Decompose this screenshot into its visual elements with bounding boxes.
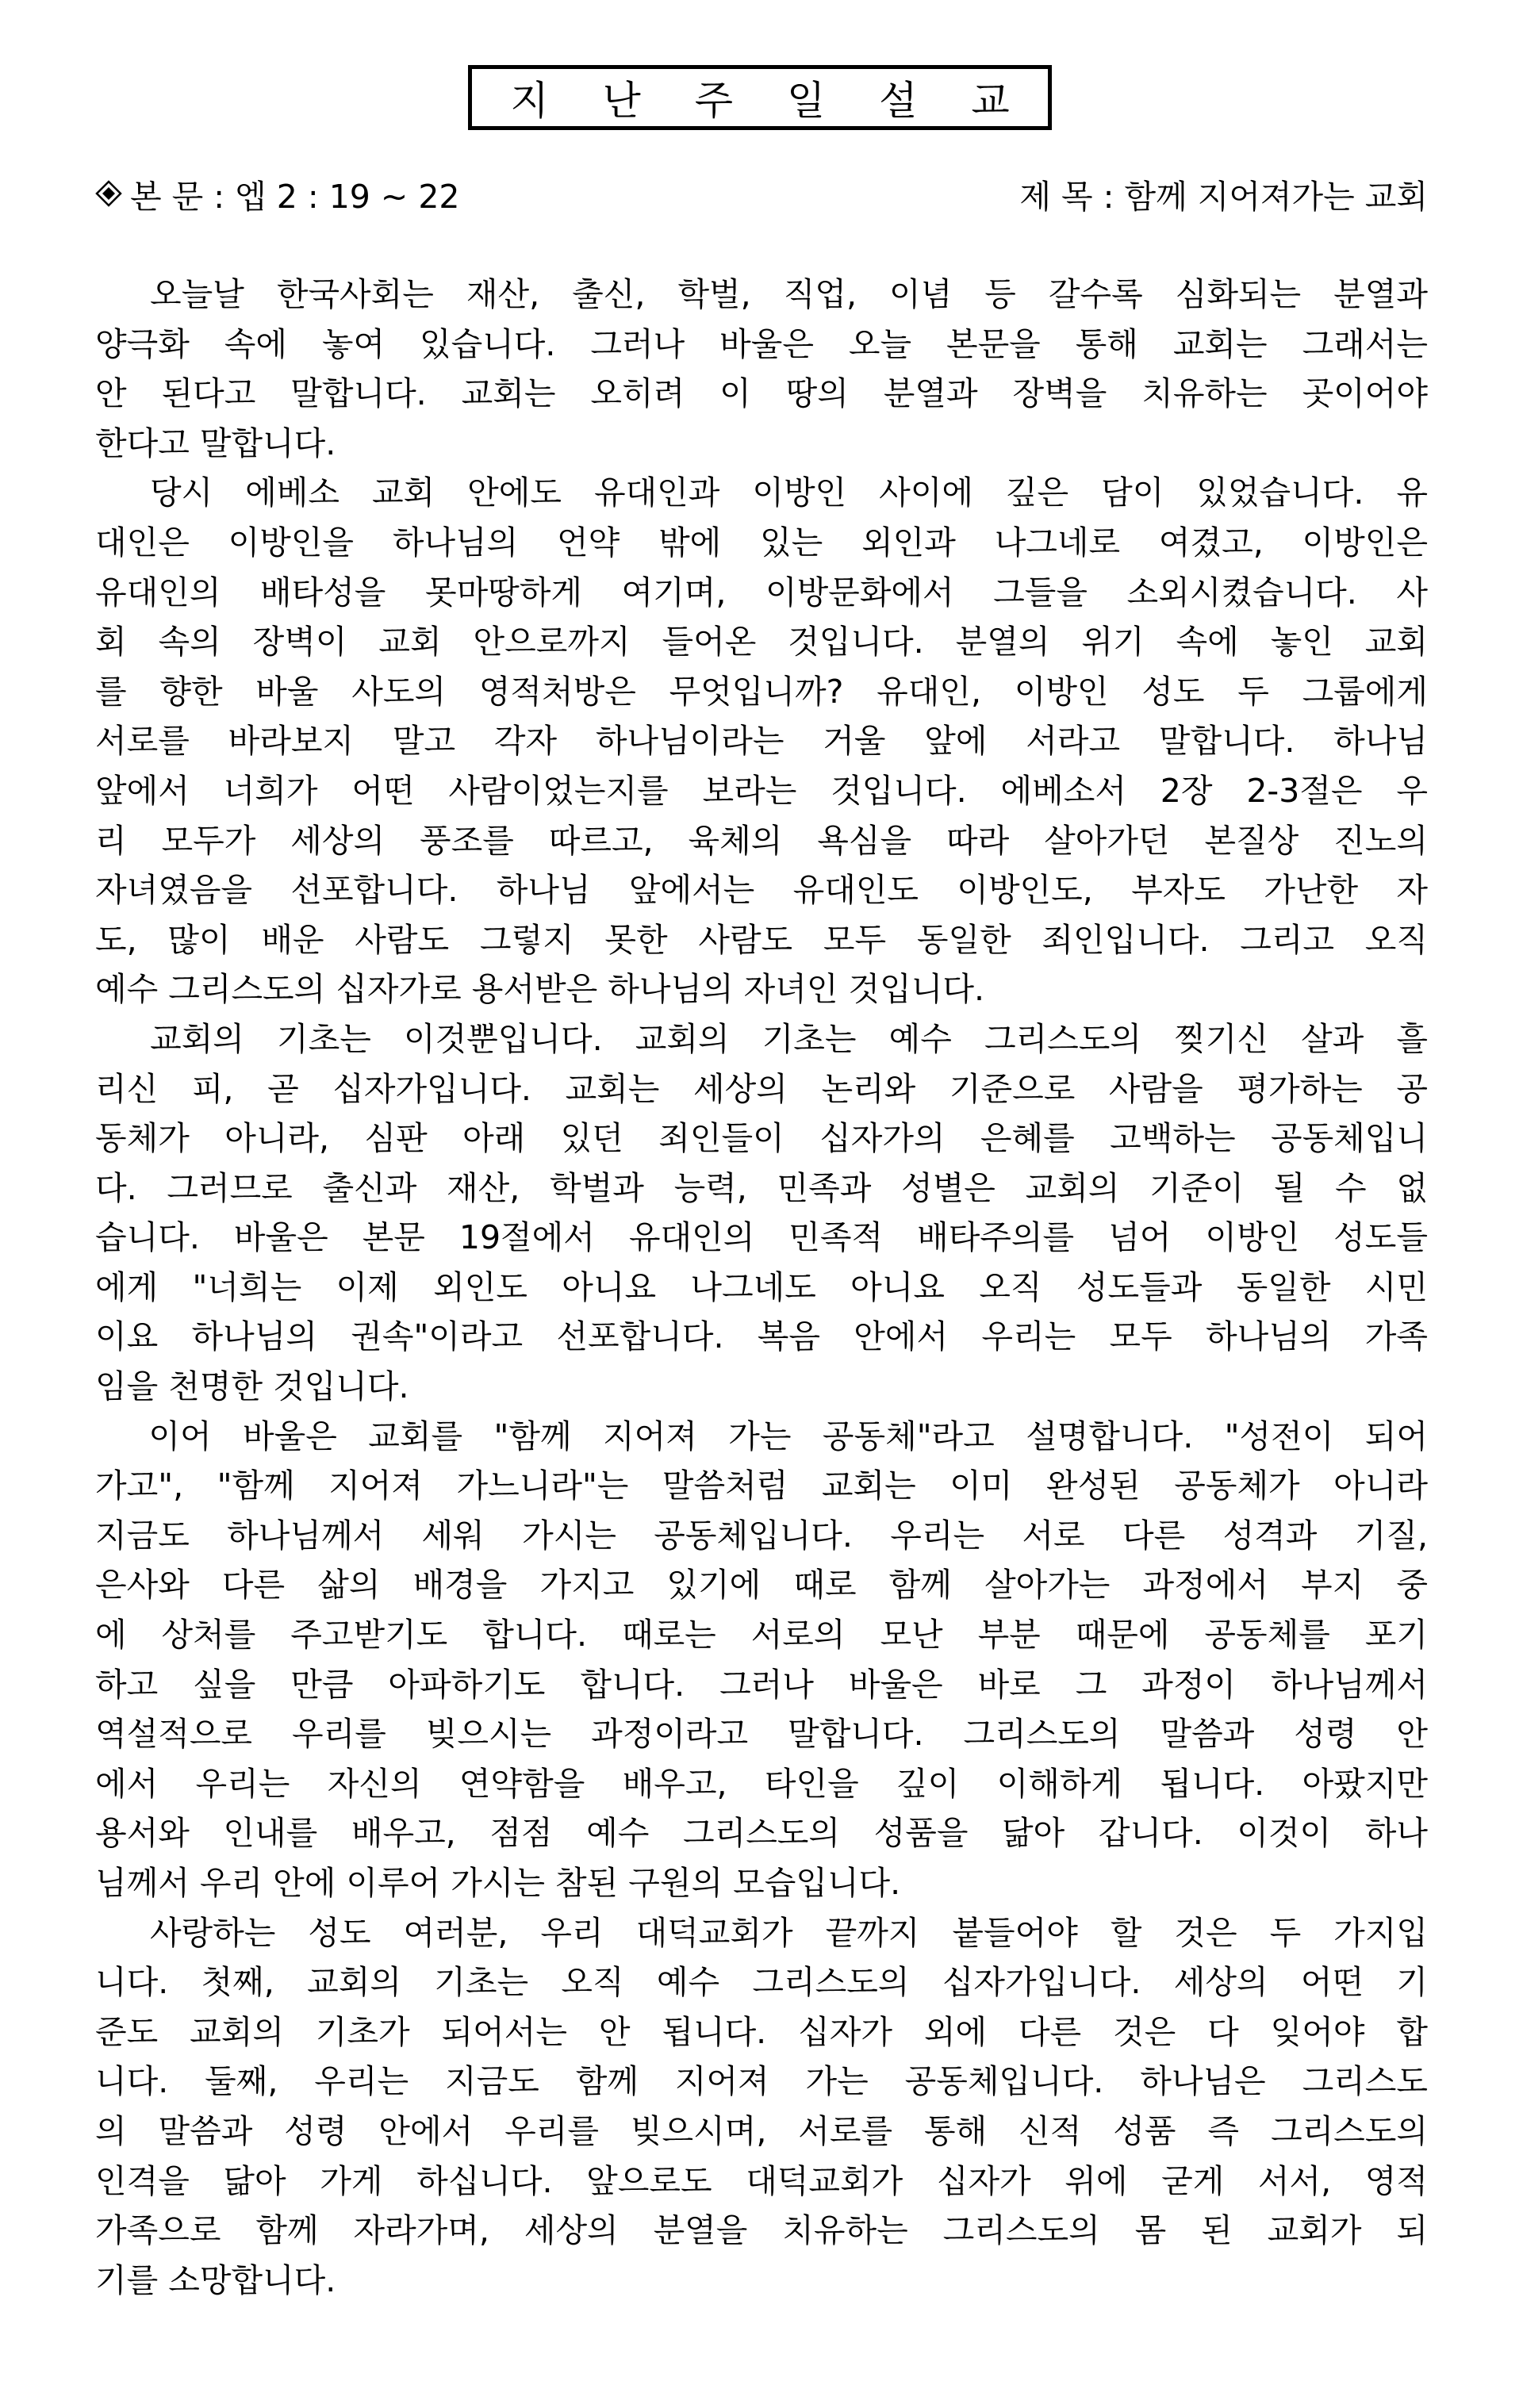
body-line: 가족으로 함께 자라가며, 세상의 분열을 치유하는 그리스도의 몸 된 교회가 되: [95, 2211, 1428, 2250]
body-line: 앞에서 너희가 어떤 사람이었는지를 보라는 것입니다. 에베소서 2장 2-3절은 우: [95, 771, 1428, 810]
body-line: 양극화 속에 놓여 있습니다. 그러나 바울은 오늘 본문을 통해 교회는 그래서는: [95, 324, 1428, 363]
body-line: 리신 피, 곧 십자가입니다. 교회는 세상의 논리와 기준으로 사람을 평가하는 공: [95, 1069, 1428, 1108]
body-line: 은사와 다른 삶의 배경을 가지고 있기에 때로 함께 살아가는 과정에서 부지 중: [95, 1566, 1428, 1605]
page-title: 지 난 주 일 설 교: [510, 78, 1030, 124]
body-line: 가고", "함께 지어져 가느니라"는 말씀처럼 교회는 이미 완성된 공동체가 아니라: [95, 1467, 1428, 1505]
body-line: 인격을 닮아 가게 하십니다. 앞으로도 대덕교회가 십자가 위에 굳게 서서, 영적: [95, 2161, 1428, 2200]
body-line: 리 모두가 세상의 풍조를 따르고, 육체의 욕심을 따라 살아가던 본질상 진노의: [95, 821, 1428, 860]
body-line: 를 향한 바울 사도의 영적처방은 무엇입니까? 유대인, 이방인 성도 두 그룹에게: [95, 672, 1428, 711]
body-line: 이어 바울은 교회를 "함께 지어져 가는 공동체"라고 설명합니다. "성전이 되어: [95, 1417, 1428, 1455]
body-line: 준도 교회의 기초가 되어서는 안 됩니다. 십자가 외에 다른 것은 다 잊어야 합: [95, 2012, 1428, 2051]
body-line: 다. 그러므로 출신과 재산, 학벌과 능력, 민족과 성별은 교회의 기준이 될 수 없: [95, 1168, 1428, 1207]
body-line: 서로를 바라보지 말고 각자 하나님이라는 거울 앞에 서라고 말합니다. 하나님: [95, 722, 1428, 761]
body-line: 기를 소망합니다.: [95, 2260, 336, 2299]
body-line: 역설적으로 우리를 빚으시는 과정이라고 말합니다. 그리스도의 말씀과 성령 안: [95, 1715, 1428, 1754]
body-line: 교회의 기초는 이것뿐입니다. 교회의 기초는 예수 그리스도의 찢기신 살과 흘: [95, 1019, 1428, 1058]
body-line: 습니다. 바울은 본문 19절에서 유대인의 민족적 배타주의를 넘어 이방인 성도들: [95, 1218, 1428, 1257]
body-line: 도, 많이 배운 사람도 그렇지 못한 사람도 모두 동일한 죄인입니다. 그리고 오직: [95, 920, 1428, 959]
body-line: 사랑하는 성도 여러분, 우리 대덕교회가 끝까지 붙들어야 할 것은 두 가지입: [95, 1913, 1428, 1952]
body-line: 지금도 하나님께서 세워 가시는 공동체입니다. 우리는 서로 다른 성격과 기질,: [95, 1516, 1428, 1555]
body-line: 자녀였음을 선포합니다. 하나님 앞에서는 유대인도 이방인도, 부자도 가난한 자: [95, 871, 1428, 910]
body-line: 회 속의 장벽이 교회 안으로까지 들어온 것입니다. 분열의 위기 속에 놓인 교회: [95, 623, 1428, 661]
body-line: 당시 에베소 교회 안에도 유대인과 이방인 사이에 깊은 담이 있었습니다. 유: [95, 474, 1428, 512]
body-line: 예수 그리스도의 십자가로 용서받은 하나님의 자녀인 것입니다.: [95, 970, 984, 1009]
body-line: 이요 하나님의 권속"이라고 선포합니다. 복음 안에서 우리는 모두 하나님의 가족: [95, 1317, 1428, 1356]
subject-label: 제 목 : 함께 지어져가는 교회: [1019, 177, 1428, 216]
body-line: 한다고 말합니다.: [95, 424, 336, 462]
body-line: 동체가 아니라, 심판 아래 있던 죄인들이 십자가의 은혜를 고백하는 공동체입니: [95, 1119, 1428, 1158]
body-line: 의 말씀과 성령 안에서 우리를 빚으시며, 서로를 통해 신적 성품 즉 그리스도의: [95, 2111, 1428, 2150]
body-line: 용서와 인내를 배우고, 점점 예수 그리스도의 성품을 닮아 갑니다. 이것이 하나: [95, 1814, 1428, 1853]
body-line: 오늘날 한국사회는 재산, 출신, 학벌, 직업, 이념 등 갈수록 심화되는 분열과: [95, 275, 1428, 313]
body-line: 니다. 첫째, 교회의 기초는 오직 예수 그리스도의 십자가입니다. 세상의 어떤 기: [95, 1963, 1428, 2002]
sermon-info-row: [95, 170, 1428, 217]
body-line: 유대인의 배타성을 못마땅하게 여기며, 이방문화에서 그들을 소외시켰습니다. 사: [95, 573, 1428, 612]
body-line: 님께서 우리 안에 이루어 가시는 참된 구원의 모습입니다.: [95, 1864, 901, 1902]
body-line: 임을 천명한 것입니다.: [95, 1367, 409, 1406]
body-line: 에게 "너희는 이제 외인도 아니요 나그네도 아니요 오직 성도들과 동일한 시민: [95, 1267, 1428, 1306]
scripture-reference: [95, 171, 460, 217]
body-line: 에 상처를 주고받기도 합니다. 때로는 서로의 모난 부분 때문에 공동체를 포기: [95, 1616, 1428, 1655]
body-line: 하고 싶을 만큼 아파하기도 합니다. 그러나 바울은 바로 그 과정이 하나님께서: [95, 1665, 1428, 1704]
sermon-body: [95, 270, 1428, 2305]
diamond-bullet-icon: [95, 180, 122, 207]
scripture-label: 본 문 : 엡 2 : 19 ~ 22: [130, 177, 460, 216]
body-line: 안 된다고 말합니다. 교회는 오히려 이 땅의 분열과 장벽을 치유하는 곳이어야: [95, 374, 1428, 413]
body-line: 니다. 둘째, 우리는 지금도 함께 지어져 가는 공동체입니다. 하나님은 그리스도: [95, 2062, 1428, 2101]
body-line: 에서 우리는 자신의 연약함을 배우고, 타인을 깊이 이해하게 됩니다. 아팠지만: [95, 1764, 1428, 1803]
title-box: [468, 65, 1052, 130]
sermon-subject: [1019, 171, 1428, 217]
body-line: 대인은 이방인을 하나님의 언약 밖에 있는 외인과 나그네로 여겼고, 이방인은: [95, 523, 1428, 562]
